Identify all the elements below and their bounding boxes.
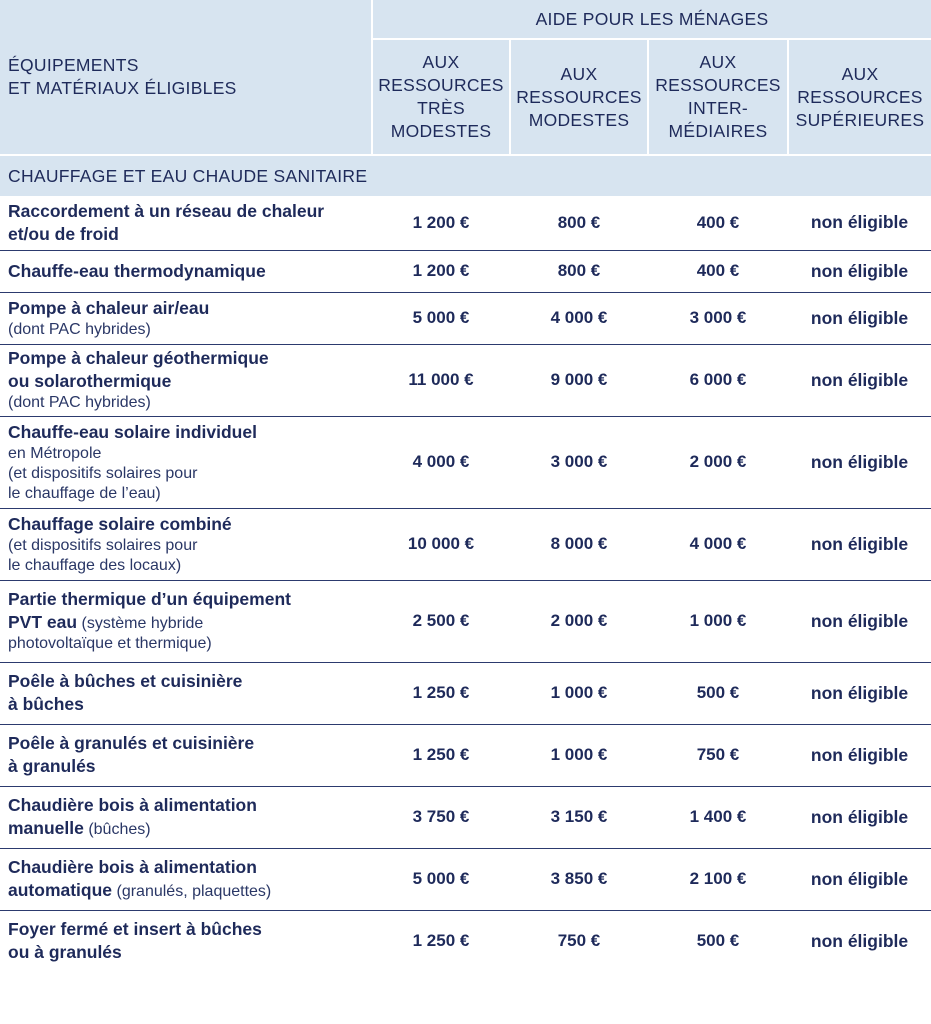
- table-row: [0, 662, 931, 724]
- column-header-modest: AUX RESSOURCES MODESTES: [510, 39, 648, 155]
- equipment-note: (dont PAC hybrides): [8, 394, 151, 411]
- aid-amount-modest: 3 000 €: [510, 416, 648, 508]
- aid-amount-very-modest: 3 750 €: [372, 786, 510, 848]
- aid-amount-upper: non éligible: [788, 250, 931, 292]
- aid-amount-intermediate: 750 €: [648, 724, 788, 786]
- aid-amount-upper: non éligible: [788, 786, 931, 848]
- equipment-note: (granulés, plaquettes): [112, 883, 272, 900]
- aid-amount-upper: non éligible: [788, 848, 931, 910]
- aid-amount-modest: 4 000 €: [510, 292, 648, 344]
- aid-amount-upper: non éligible: [788, 508, 931, 580]
- equipment-name: Raccordement à un réseau de chaleur et/ou de froid: [0, 196, 372, 250]
- equipment-note: le chauffage des locaux): [8, 556, 182, 574]
- equipment-note: (dont PAC hybrides): [8, 320, 151, 338]
- aid-amount-intermediate: 2 000 €: [648, 416, 788, 508]
- equipment-name: Chauffe-eau thermodynamique: [0, 250, 372, 292]
- aid-amount-modest: 3 850 €: [510, 848, 648, 910]
- aid-amount-very-modest: 1 250 €: [372, 724, 510, 786]
- aid-amount-modest: 1 000 €: [510, 724, 648, 786]
- equipment-note: le chauffage de l’eau): [8, 484, 161, 502]
- table-row: [0, 848, 931, 910]
- aid-amount-modest: 800 €: [510, 196, 648, 250]
- equipment-note: (système hybride: [77, 615, 204, 632]
- table-row: [0, 508, 931, 580]
- aid-amount-very-modest: 1 250 €: [412, 931, 470, 951]
- aid-amount-very-modest: 1 200 €: [372, 250, 510, 292]
- equipment-note: en Métropole: [8, 444, 102, 462]
- household-aid-header: AIDE POUR LES MÉNAGES: [372, 0, 931, 39]
- equipment-name: Pompe à chaleur air/eau (dont PAC hybrides): [0, 292, 372, 344]
- equipment-name: Poêle à bûches et cuisinière à bûches: [0, 662, 372, 724]
- aid-amount-modest: 8 000 €: [510, 508, 648, 580]
- aid-amount-intermediate: 3 000 €: [648, 292, 788, 344]
- column-header-intermediate: AUX RESSOURCES INTER- MÉDIAIRES: [648, 39, 788, 155]
- aid-amount-very-modest: 1 250 €: [372, 662, 510, 724]
- aid-amount-intermediate: 400 €: [648, 196, 788, 250]
- aid-amount-modest: 750 €: [557, 931, 601, 951]
- aid-amount-upper: non éligible: [788, 662, 931, 724]
- aid-amount-intermediate: 500 €: [696, 931, 740, 951]
- table-row: [0, 196, 931, 250]
- aid-amount-very-modest: 4 000 €: [372, 416, 510, 508]
- aid-amount-intermediate: 400 €: [648, 250, 788, 292]
- aid-amount-modest: 3 150 €: [510, 786, 648, 848]
- aid-amount-upper: non éligible: [788, 580, 931, 662]
- equipment-note: (bûches): [83, 821, 151, 838]
- equipment-column-header: ÉQUIPEMENTS ET MATÉRIAUX ÉLIGIBLES: [0, 0, 372, 155]
- equipment-note: (et dispositifs solaires pour: [8, 464, 198, 482]
- table-row: [0, 416, 931, 508]
- table-row: [0, 910, 931, 972]
- aid-amount-upper: non éligible: [788, 724, 931, 786]
- aid-amount-intermediate: 1 000 €: [648, 580, 788, 662]
- aid-amount-intermediate: 2 100 €: [648, 848, 788, 910]
- equipment-note: photovoltaïque et thermique): [8, 635, 212, 652]
- equipment-name: Poêle à granulés et cuisinière à granulés: [0, 724, 372, 786]
- aid-amount-very-modest: 1 200 €: [372, 196, 510, 250]
- equipment-note: (et dispositifs solaires pour: [8, 536, 198, 554]
- column-header-very-modest: AUX RESSOURCES TRÈS MODESTES: [372, 39, 510, 155]
- table-row: [0, 292, 931, 344]
- aid-amount-modest: 800 €: [510, 250, 648, 292]
- equipment-name: Foyer fermé et insert à bûches ou à granulés: [8, 919, 262, 963]
- aid-amount-upper: non éligible: [788, 416, 931, 508]
- section-row: [0, 155, 931, 196]
- aid-amount-very-modest: 11 000 €: [372, 344, 510, 416]
- table-row: [0, 786, 931, 848]
- aid-amount-very-modest: 2 500 €: [372, 580, 510, 662]
- equipment-name: Chaudière bois à alimentation manuelle (bûches): [0, 786, 372, 848]
- equipment-name: Chaudière bois à alimentation automatique (granulés, plaquettes): [0, 848, 372, 910]
- table-row: [0, 580, 931, 662]
- aid-amount-upper: non éligible: [788, 344, 931, 416]
- aid-amount-very-modest: 5 000 €: [372, 292, 510, 344]
- aid-amount-modest: 2 000 €: [510, 580, 648, 662]
- table-row: [0, 250, 931, 292]
- aid-amount-intermediate: 1 400 €: [648, 786, 788, 848]
- table-row: [0, 724, 931, 786]
- section-title: CHAUFFAGE ET EAU CHAUDE SANITAIRE: [0, 155, 931, 196]
- equipment-name: Partie thermique d’un équipement PVT eau (système hybride photovoltaïque et thermique): [0, 580, 372, 662]
- table-row: [0, 344, 931, 416]
- equipment-name: Pompe à chaleur géothermique ou solarothermique (dont PAC hybrides): [0, 344, 372, 416]
- aid-amount-modest: 1 000 €: [510, 662, 648, 724]
- aid-amount-upper: non éligible: [788, 292, 931, 344]
- aid-amount-very-modest: 5 000 €: [372, 848, 510, 910]
- aid-amount-intermediate: 6 000 €: [648, 344, 788, 416]
- aid-amount-very-modest: 10 000 €: [372, 508, 510, 580]
- aid-amount-upper: non éligible: [810, 930, 909, 951]
- aid-amount-intermediate: 4 000 €: [648, 508, 788, 580]
- equipment-name: Chauffe-eau solaire individuel en Métropole (et dispositifs solaires pour le chauffage de l’eau): [0, 416, 372, 508]
- aid-amount-modest: 9 000 €: [510, 344, 648, 416]
- equipment-name: Chauffage solaire combiné (et dispositifs solaires pour le chauffage des locaux): [0, 508, 372, 580]
- aid-amount-intermediate: 500 €: [648, 662, 788, 724]
- column-header-upper: AUX RESSOURCES SUPÉRIEURES: [788, 39, 931, 155]
- aid-amount-upper: non éligible: [788, 196, 931, 250]
